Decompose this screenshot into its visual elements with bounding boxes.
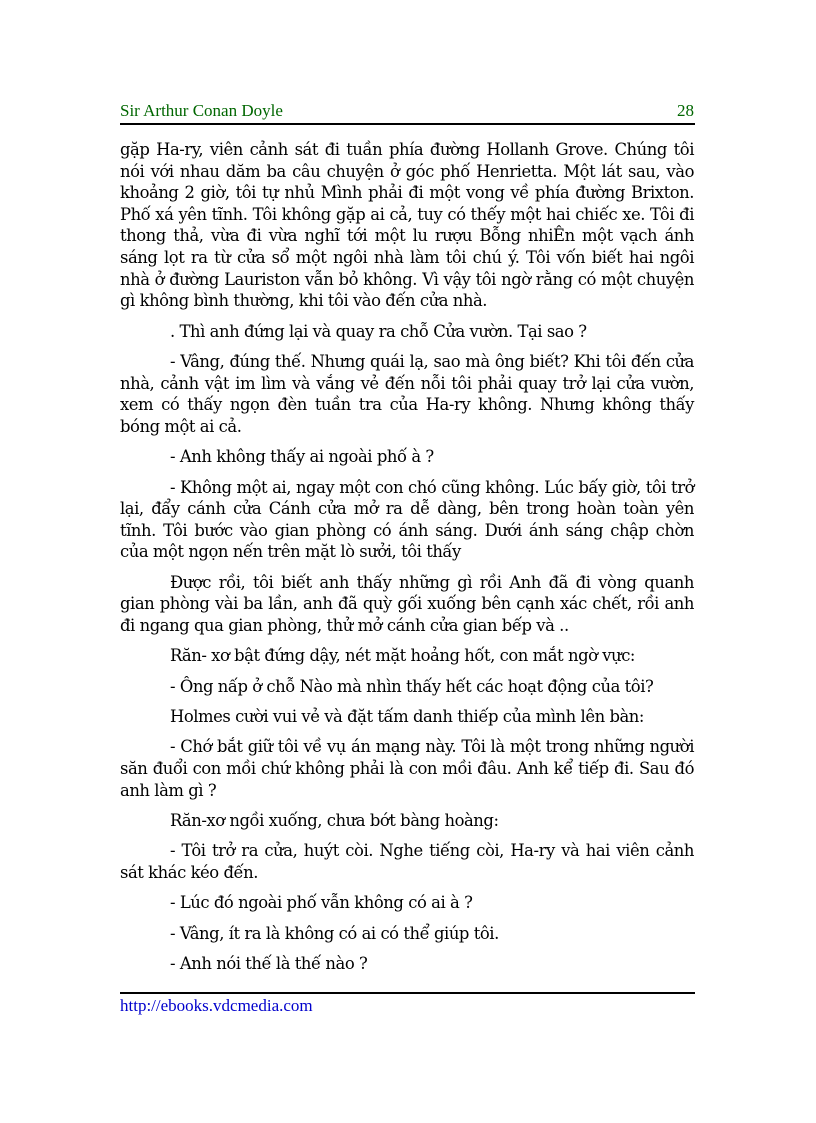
header-author: Sir Arthur Conan Doyle [120, 101, 283, 120]
page-body [120, 139, 694, 984]
footer-link[interactable]: http://ebooks.vdcmedia.com [120, 996, 313, 1015]
paragraph: . Thì anh đứng lại và quay ra chỗ Cửa vườn. Tại sao ? [170, 321, 587, 341]
paragraph: - Không một ai, ngay một con chó cũng không. Lúc bấy giờ, tôi trở lại, đẩy cánh cửa Cánh cửa mở ra dễ dàng, bên trong hoàn toàn yên tĩnh. Tôi bước vào gian phòng có ánh sáng. Dưới ánh sáng chập chờn của một ngọn nến trên mặt lò sưởi, tôi thấy [120, 477, 694, 562]
paragraph: gặp Ha-ry, viên cảnh sát đi tuần phía đường Hollanh Grove. Chúng tôi nói với nhau dăm ba câu chuyện ở góc phố Henrietta. Một lát sau, vào khoảng 2 giờ, tôi tự nhủ Mình phải đi một vong về phía đường Brixton. Phố xá yên tĩnh. Tôi không gặp ai cả, tuy có thếy một hai chiếc xe. Tôi đi thong thả, vừa đi vừa nghĩ tới một lu rượu Bỗng nhiÊn một vạch ánh sáng lọt ra từ cửa sổ một ngôi nhà làm tôi chú ý. Tôi vốn biết hai ngôi nhà ở đường Lauriston vẫn bỏ không. Vì vậy tôi ngờ rằng có một chuyện gì không bình thường, khi tôi vào đến cửa nhà. [120, 140, 694, 311]
page-header [120, 101, 695, 123]
header-divider [120, 123, 695, 125]
paragraph: - Lúc đó ngoài phố vẫn không có ai à ? [170, 893, 473, 913]
paragraph: Được rồi, tôi biết anh thấy những gì rồi Anh đã đi vòng quanh gian phòng vài ba lần, anh đã quỳ gối xuống bên cạnh xác chết, rồi anh đi ngang qua gian phòng, thử mở cánh cửa gian bếp và .. [120, 572, 694, 635]
paragraph: - Anh nói thế là thế nào ? [170, 954, 368, 974]
paragraph: Holmes cười vui vẻ và đặt tấm danh thiếp của mình lên bàn: [170, 707, 644, 727]
paragraph: Răn-xơ ngồi xuống, chưa bớt bàng hoàng: [170, 811, 499, 830]
paragraph: - Tôi trở ra cửa, huýt còi. Nghe tiếng còi, Ha-ry và hai viên cảnh sát khác kéo đến. [120, 841, 694, 882]
paragraph: - Vâng, ít ra là không có ai có thể giúp tôi. [170, 923, 499, 943]
paragraph: - Vâng, đúng thế. Nhưng quái lạ, sao mà ông biết? Khi tôi đến cửa nhà, cảnh vật im lìm và vắng vẻ đến nỗi tôi phải quay trở lại cửa vườn, xem có thấy ngọn đèn tuần tra của Ha-ry không. Nhưng không thấy bóng một ai cả. [120, 351, 694, 436]
paragraph: - Ông nấp ở chỗ Nào mà nhìn thấy hết các hoạt động của tôi? [170, 676, 654, 696]
paragraph: - Anh không thấy ai ngoài phố à ? [170, 447, 434, 467]
page-number: 28 [677, 101, 694, 120]
paragraph: Răn- xơ bật đứng dậy, nét mặt hoảng hốt, con mắt ngờ vực: [170, 646, 636, 666]
paragraph: - Chớ bắt giữ tôi về vụ án mạng này. Tôi là một trong những người săn đuổi con mồi chứ không phải là con mồi đâu. Anh kể tiếp đi. Sau đó anh làm gì ? [120, 737, 694, 800]
footer-divider [120, 992, 695, 994]
